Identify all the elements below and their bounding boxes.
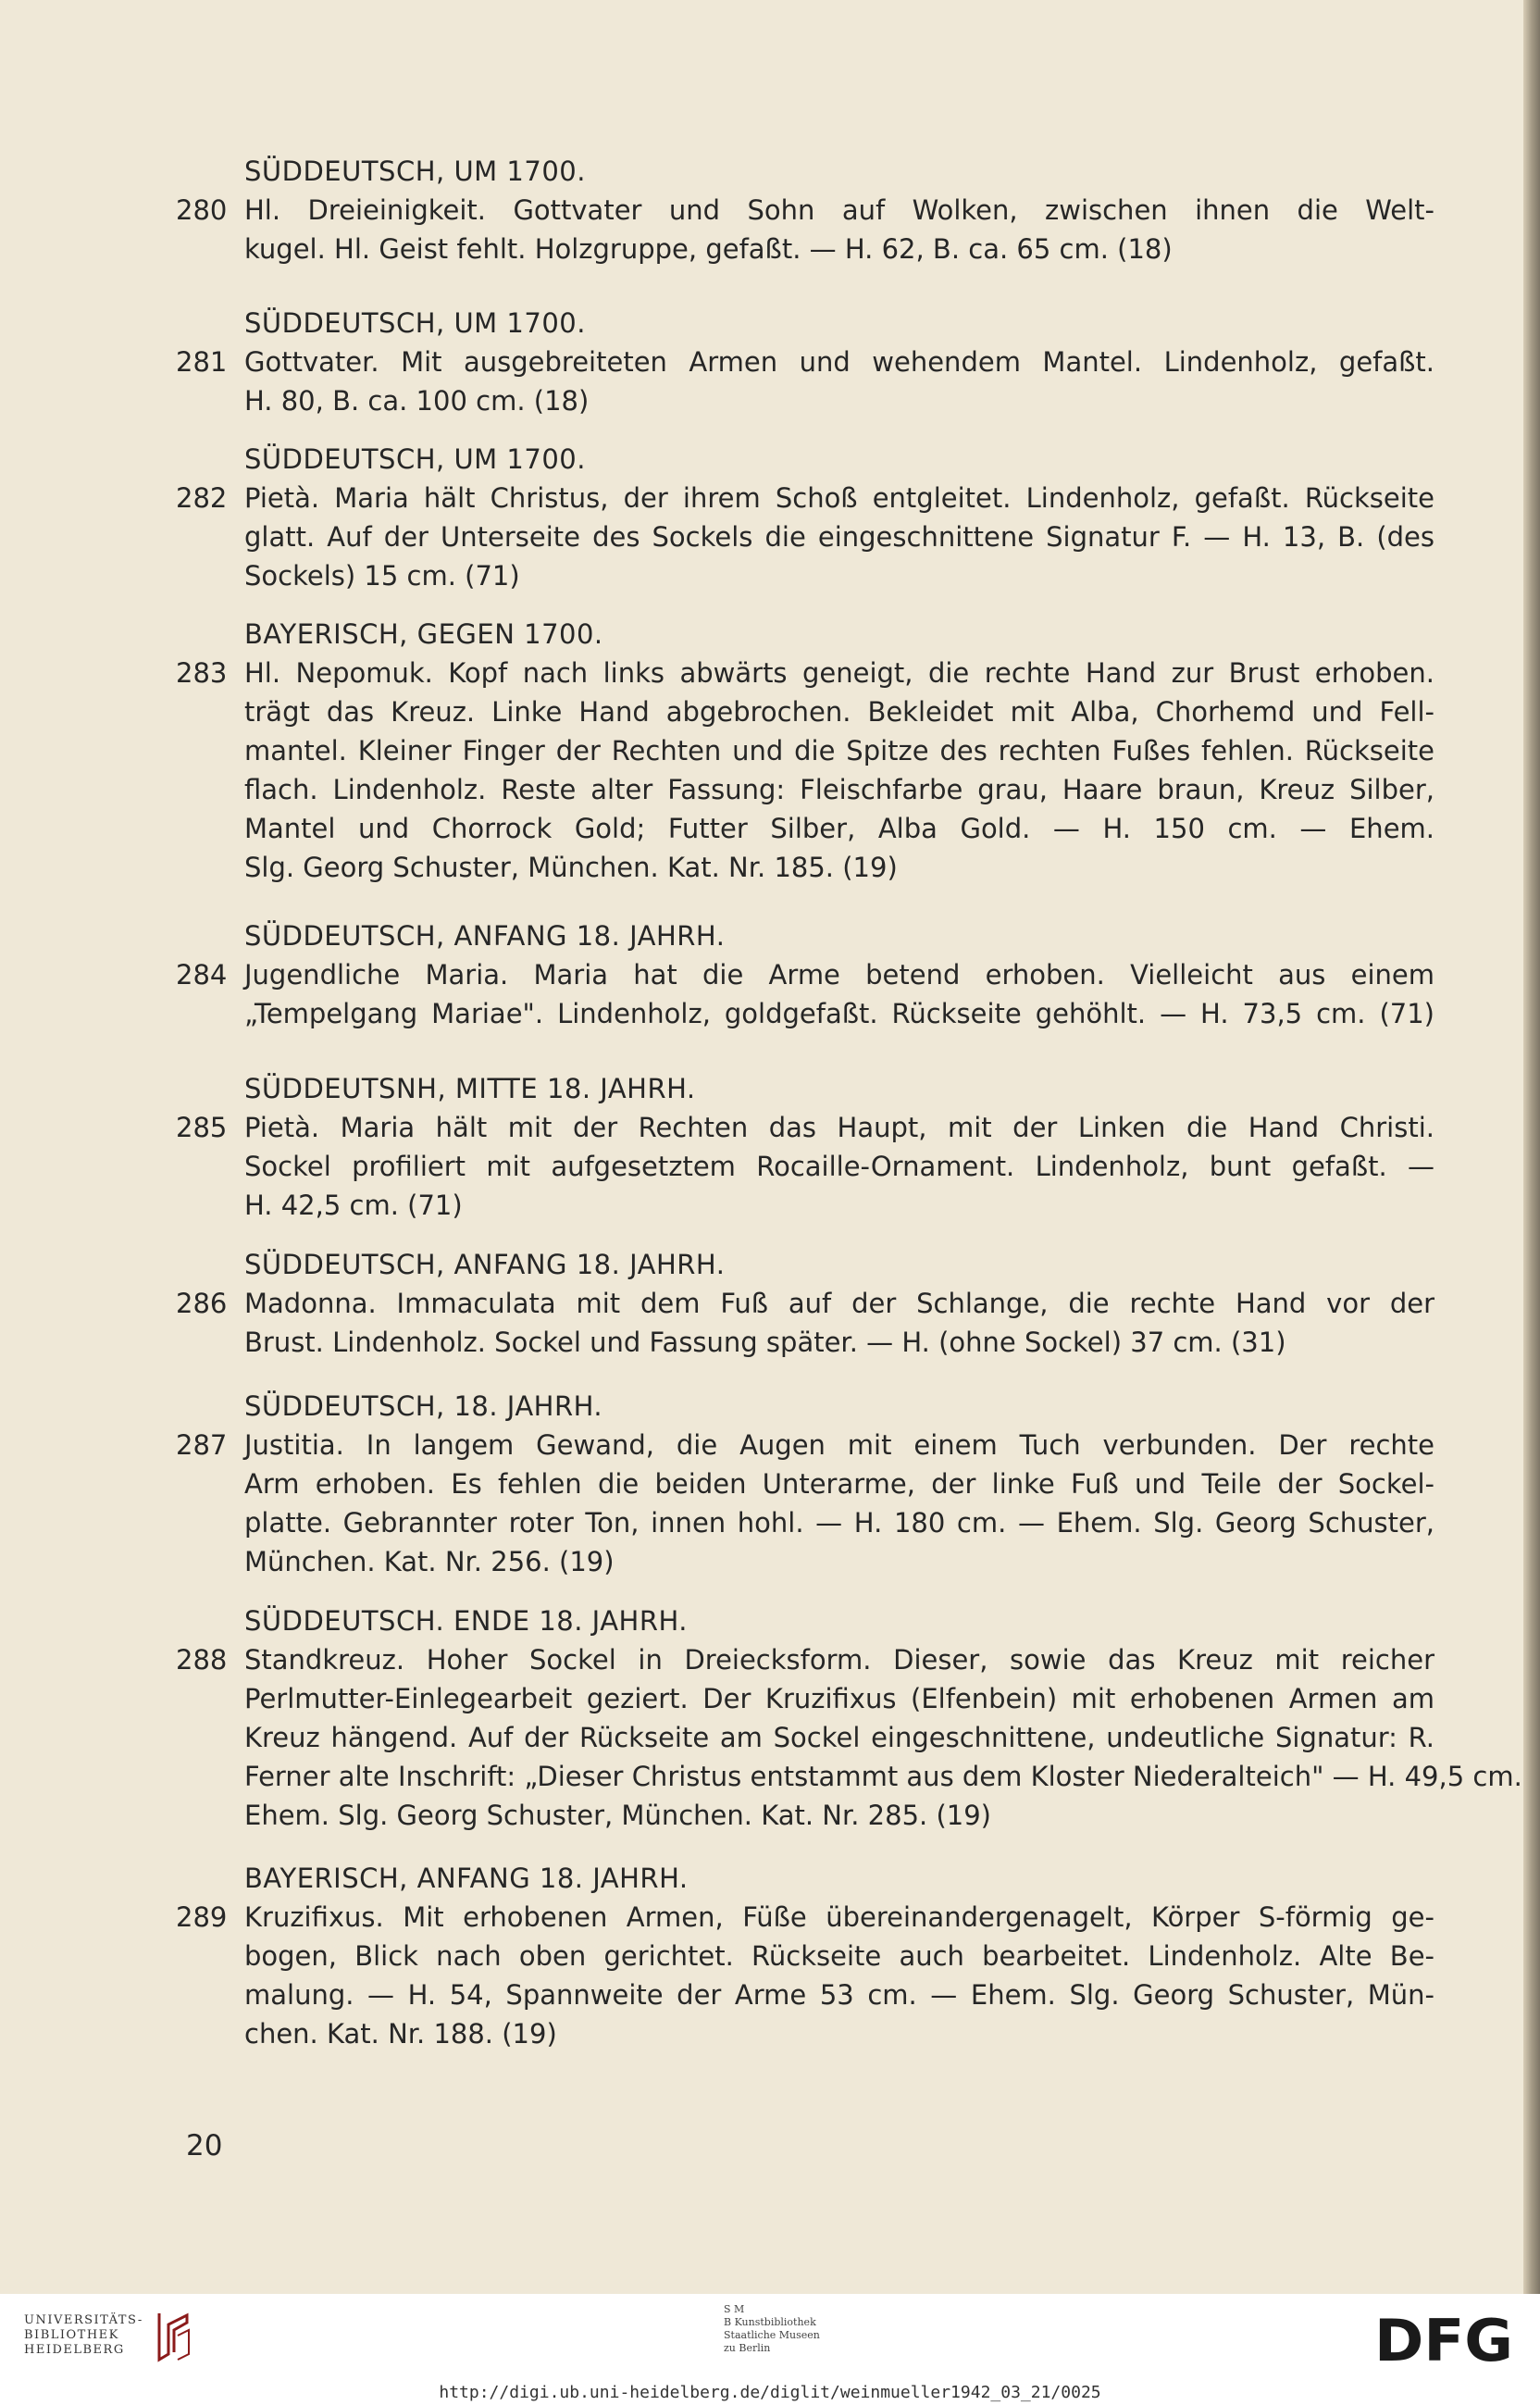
entry-number: 284 <box>176 959 228 991</box>
entry-text-line: Standkreuz. Hoher Sockel in Dreiecksform. Dieser, sowie das Kreuz mit reicher <box>244 1644 1434 1676</box>
entry-heading: SÜDDEUTSNH, MITTE 18. JAHRH. <box>244 1073 696 1104</box>
entry-heading: SÜDDEUTSCH. ENDE 18. JAHRH. <box>244 1605 689 1637</box>
entry-text-line: Ferner alte Inschrift: „Dieser Christus entstammt aus dem Kloster Niederalteich" — H. 49,5 cm. <box>244 1761 1522 1792</box>
entry-text-line: München. Kat. Nr. 256. (19) <box>244 1546 615 1577</box>
heidelberg-seal-icon <box>154 2308 194 2365</box>
entry-text-line: Hl. Nepomuk. Kopf nach links abwärts geneigt, die rechte Hand zur Brust erhoben. <box>244 657 1434 689</box>
entry-text-line: Hl. Dreieinigkeit. Gottvater und Sohn auf Wolken, zwischen ihnen die Welt- <box>244 194 1434 226</box>
page-edge-shadow <box>1523 0 1540 2294</box>
entry-text-line: Slg. Georg Schuster, München. Kat. Nr. 185. (19) <box>244 852 898 883</box>
entry-heading: BAYERISCH, ANFANG 18. JAHRH. <box>244 1863 689 1894</box>
entry-text-line: Kruzifixus. Mit erhobenen Armen, Füße übereinandergenagelt, Körper S-förmig ge- <box>244 1901 1434 1933</box>
entry-heading: BAYERISCH, GEGEN 1700. <box>244 618 603 650</box>
entry-text-line: Jugendliche Maria. Maria hat die Arme betend erhoben. Vielleicht aus einem <box>244 959 1434 991</box>
page-number: 20 <box>186 2129 223 2162</box>
stamp-line: B Kunstbibliothek <box>724 2316 816 2328</box>
entry-text-line: Ehem. Slg. Georg Schuster, München. Kat. Nr. 285. (19) <box>244 1800 991 1831</box>
entry-text-line: Gottvater. Mit ausgebreiteten Armen und wehendem Mantel. Lindenholz, gefaßt. <box>244 346 1434 378</box>
entry-text-line: platte. Gebrannter roter Ton, innen hohl. — H. 180 cm. — Ehem. Slg. Georg Schuster, <box>244 1507 1434 1539</box>
entry-text-line: flach. Lindenholz. Reste alter Fassung: Fleischfarbe grau, Haare braun, Kreuz Silber, <box>244 774 1434 805</box>
entry-text-line: trägt das Kreuz. Linke Hand abgebrochen. Bekleidet mit Alba, Chorhemd und Fell- <box>244 696 1434 728</box>
stamp-line: Staatliche Museen <box>724 2329 820 2341</box>
entry-text-line: „Tempelgang Mariae". Lindenholz, goldgefaßt. Rückseite gehöhlt. — H. 73,5 cm. (71) <box>244 998 1434 1029</box>
dfg-logo-text: DFG <box>1374 2314 1513 2366</box>
entry-text-line: Sockel profiliert mit aufgesetztem Rocaille-Ornament. Lindenholz, bunt gefaßt. — <box>244 1151 1434 1182</box>
entry-text-line: malung. — H. 54, Spannweite der Arme 53 cm. — Ehem. Slg. Georg Schuster, Mün- <box>244 1979 1434 2011</box>
entry-text-line: bogen, Blick nach oben gerichtet. Rückseite auch bearbeitet. Lindenholz. Alte Be- <box>244 1940 1434 1972</box>
entry-number: 288 <box>176 1644 228 1676</box>
entry-text-line: Sockels) 15 cm. (71) <box>244 560 520 592</box>
entry-heading: SÜDDEUTSCH, UM 1700. <box>244 307 586 339</box>
entry-heading: SÜDDEUTSCH, ANFANG 18. JAHRH. <box>244 920 726 952</box>
dfg-logo[interactable] <box>1374 2314 1515 2366</box>
stamp-line: zu Berlin <box>724 2342 771 2354</box>
entry-number: 287 <box>176 1429 228 1461</box>
entry-text-line: kugel. Hl. Geist fehlt. Holzgruppe, gefaßt. — H. 62, B. ca. 65 cm. (18) <box>244 233 1173 265</box>
entry-text-line: Brust. Lindenholz. Sockel und Fassung später. — H. (ohne Sockel) 37 cm. (31) <box>244 1327 1286 1358</box>
entry-number: 285 <box>176 1112 228 1143</box>
entry-heading: SÜDDEUTSCH, UM 1700. <box>244 156 586 187</box>
entry-text-line: Pietà. Maria hält Christus, der ihrem Schoß entgleitet. Lindenholz, gefaßt. Rückseite <box>244 482 1434 514</box>
entry-text-line: Mantel und Chorrock Gold; Futter Silber, Alba Gold. — H. 150 cm. — Ehem. <box>244 813 1434 844</box>
university-logo-line: UNIVERSITÄTS- <box>24 2313 143 2327</box>
entry-number: 289 <box>176 1901 228 1933</box>
university-logo-line: BIBLIOTHEK <box>24 2328 119 2342</box>
entry-text-line: Justitia. In langem Gewand, die Augen mit einem Tuch verbunden. Der rechte <box>244 1429 1434 1461</box>
kunstbibliothek-stamp <box>724 2303 872 2355</box>
university-logo-line: HEIDELBERG <box>24 2343 125 2357</box>
entry-text-line: chen. Kat. Nr. 188. (19) <box>244 2018 557 2050</box>
entry-text-line: Pietà. Maria hält mit der Rechten das Haupt, mit der Linken die Hand Christi. <box>244 1112 1434 1143</box>
entry-text-line: Madonna. Immaculata mit dem Fuß auf der Schlange, die rechte Hand vor der <box>244 1288 1434 1319</box>
stamp-line: S M <box>724 2303 745 2315</box>
source-url-link[interactable]: http://digi.ub.uni-heidelberg.de/diglit/weinmueller1942_03_21/0025 <box>439 2383 1101 2402</box>
entry-number: 281 <box>176 346 228 378</box>
entry-heading: SÜDDEUTSCH, UM 1700. <box>244 443 586 475</box>
entry-number: 282 <box>176 482 228 514</box>
entry-text-line: glatt. Auf der Unterseite des Sockels die eingeschnittene Signatur F. — H. 13, B. (des <box>244 521 1434 553</box>
entry-number: 286 <box>176 1288 228 1319</box>
entry-text-line: Arm erhoben. Es fehlen die beiden Unterarme, der linke Fuß und Teile der Sockel- <box>244 1468 1434 1500</box>
entry-text-line: Kreuz hängend. Auf der Rückseite am Sockel eingeschnittene, undeutliche Signatur: R. <box>244 1722 1434 1753</box>
heidelberg-university-library-logo[interactable] <box>24 2308 191 2382</box>
entry-text-line: Perlmutter-Einlegearbeit geziert. Der Kruzifixus (Elfenbein) mit erhobenen Armen am <box>244 1683 1434 1714</box>
entry-text-line: H. 42,5 cm. (71) <box>244 1190 463 1221</box>
entry-heading: SÜDDEUTSCH, ANFANG 18. JAHRH. <box>244 1249 726 1280</box>
entry-number: 280 <box>176 194 228 226</box>
entry-text-line: mantel. Kleiner Finger der Rechten und die Spitze des rechten Fußes fehlen. Rückseite <box>244 735 1434 766</box>
entry-text-line: H. 80, B. ca. 100 cm. (18) <box>244 385 590 417</box>
entry-heading: SÜDDEUTSCH, 18. JAHRH. <box>244 1390 603 1422</box>
entry-number: 283 <box>176 657 228 689</box>
digitization-footer <box>0 2294 1540 2405</box>
